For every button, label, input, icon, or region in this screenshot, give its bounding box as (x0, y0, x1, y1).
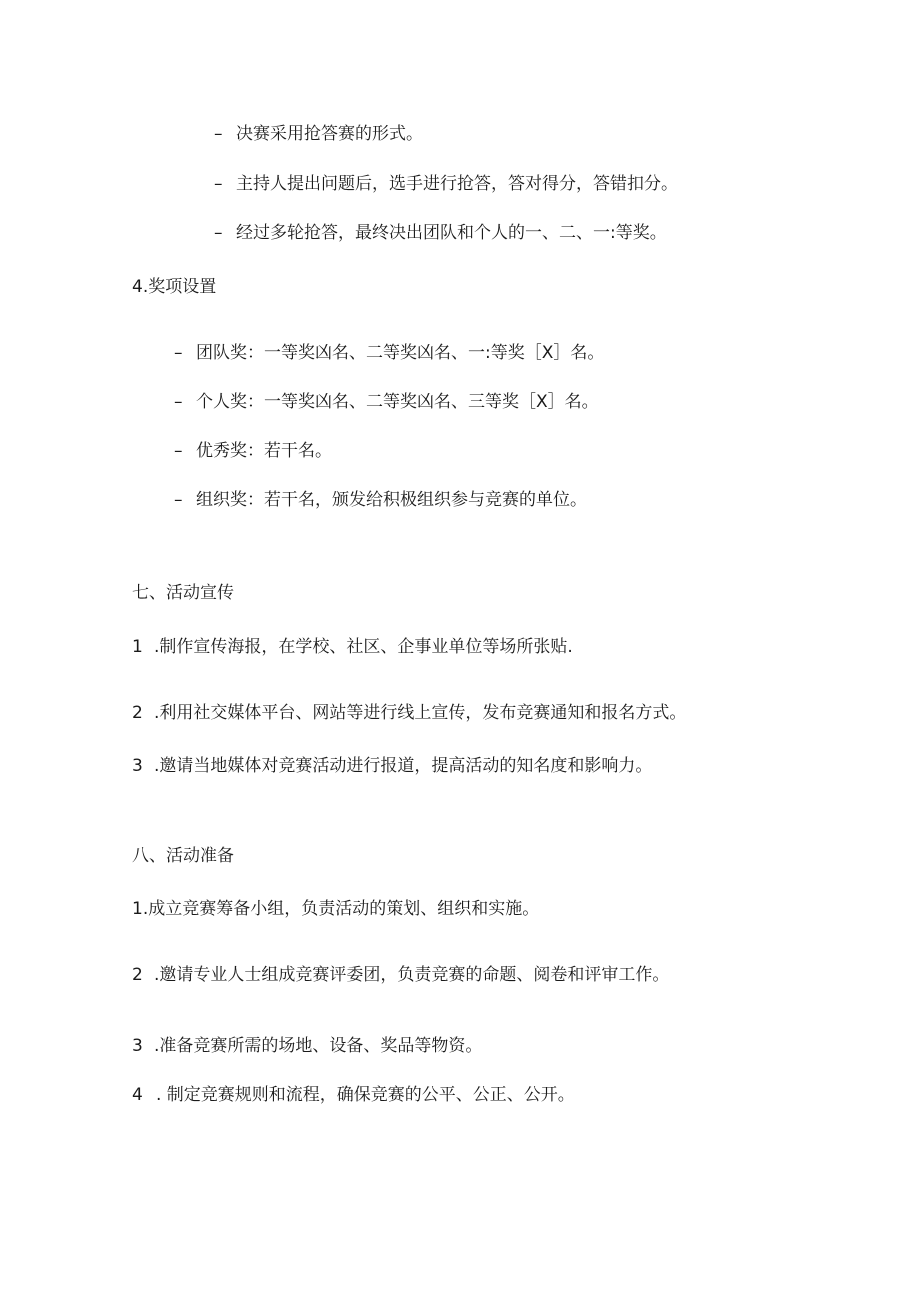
final-round-item-text: 决赛采用抢答赛的形式。 (236, 124, 423, 144)
award-item-text: 团队奖：一等奖凶名、二等奖凶名、一:等奖［X］名。 (196, 343, 605, 363)
dash-marker: – (174, 441, 183, 461)
item-number: 3 (132, 756, 143, 776)
item-number: 4 (132, 1085, 143, 1105)
preparation-item-text: .准备竞赛所需的场地、设备、奖品等物资。 (154, 1036, 483, 1056)
award-item (174, 390, 599, 414)
publicity-item-text: .利用社交媒体平台、网站等进行线上宣传，发布竞赛通知和报名方式。 (154, 703, 687, 723)
preparation-item-text: .邀请专业人士组成竞赛评委团，负责竞赛的命题、阅卷和评审工作。 (154, 965, 670, 985)
preparation-item (132, 1083, 575, 1107)
item-number: 2 (132, 965, 143, 985)
award-item (174, 488, 587, 512)
dash-marker: – (174, 490, 183, 510)
final-round-item (214, 172, 678, 196)
preparation-item (132, 963, 669, 987)
dash-marker: – (214, 174, 223, 194)
publicity-item (132, 635, 573, 659)
item-number: 2 (132, 703, 143, 723)
award-item (174, 439, 332, 463)
publicity-item (132, 701, 686, 725)
final-round-item-text: 主持人提出问题后，选手进行抢答，答对得分，答错扣分。 (236, 174, 678, 194)
dash-marker: – (214, 223, 223, 243)
dash-marker: – (174, 343, 183, 363)
publicity-item (132, 754, 652, 778)
final-round-item (214, 221, 667, 245)
award-item-text: 个人奖：一等奖凶名、二等奖凶名、三等奖［X］名。 (196, 392, 599, 412)
publicity-item-text: .邀请当地媒体对竞赛活动进行报道，提高活动的知名度和影响力。 (154, 756, 653, 776)
preparation-heading: 八、活动准备 (132, 846, 234, 866)
item-number: 3 (132, 1036, 143, 1056)
dash-marker: – (214, 124, 223, 144)
publicity-heading: 七、活动宣传 (132, 583, 234, 603)
preparation-item-text: . 制定竞赛规则和流程，确保竞赛的公平、公正、公开。 (156, 1085, 575, 1105)
final-round-item (214, 122, 423, 146)
preparation-item: 1.成立竞赛筹备小组，负责活动的策划、组织和实施。 (132, 899, 540, 919)
preparation-item (132, 1034, 482, 1058)
publicity-item-text: .制作宣传海报，在学校、社区、企事业单位等场所张贴. (154, 637, 573, 657)
award-item-text: 优秀奖：若干名。 (196, 441, 332, 461)
final-round-item-text: 经过多轮抢答，最终决出团队和个人的一、二、一:等奖。 (236, 223, 667, 243)
awards-heading: 4.奖项设置 (132, 277, 217, 297)
dash-marker: – (174, 392, 183, 412)
award-item (174, 341, 604, 365)
award-item-text: 组织奖：若干名，颁发给积极组织参与竞赛的单位。 (196, 490, 587, 510)
item-number: 1 (132, 637, 143, 657)
